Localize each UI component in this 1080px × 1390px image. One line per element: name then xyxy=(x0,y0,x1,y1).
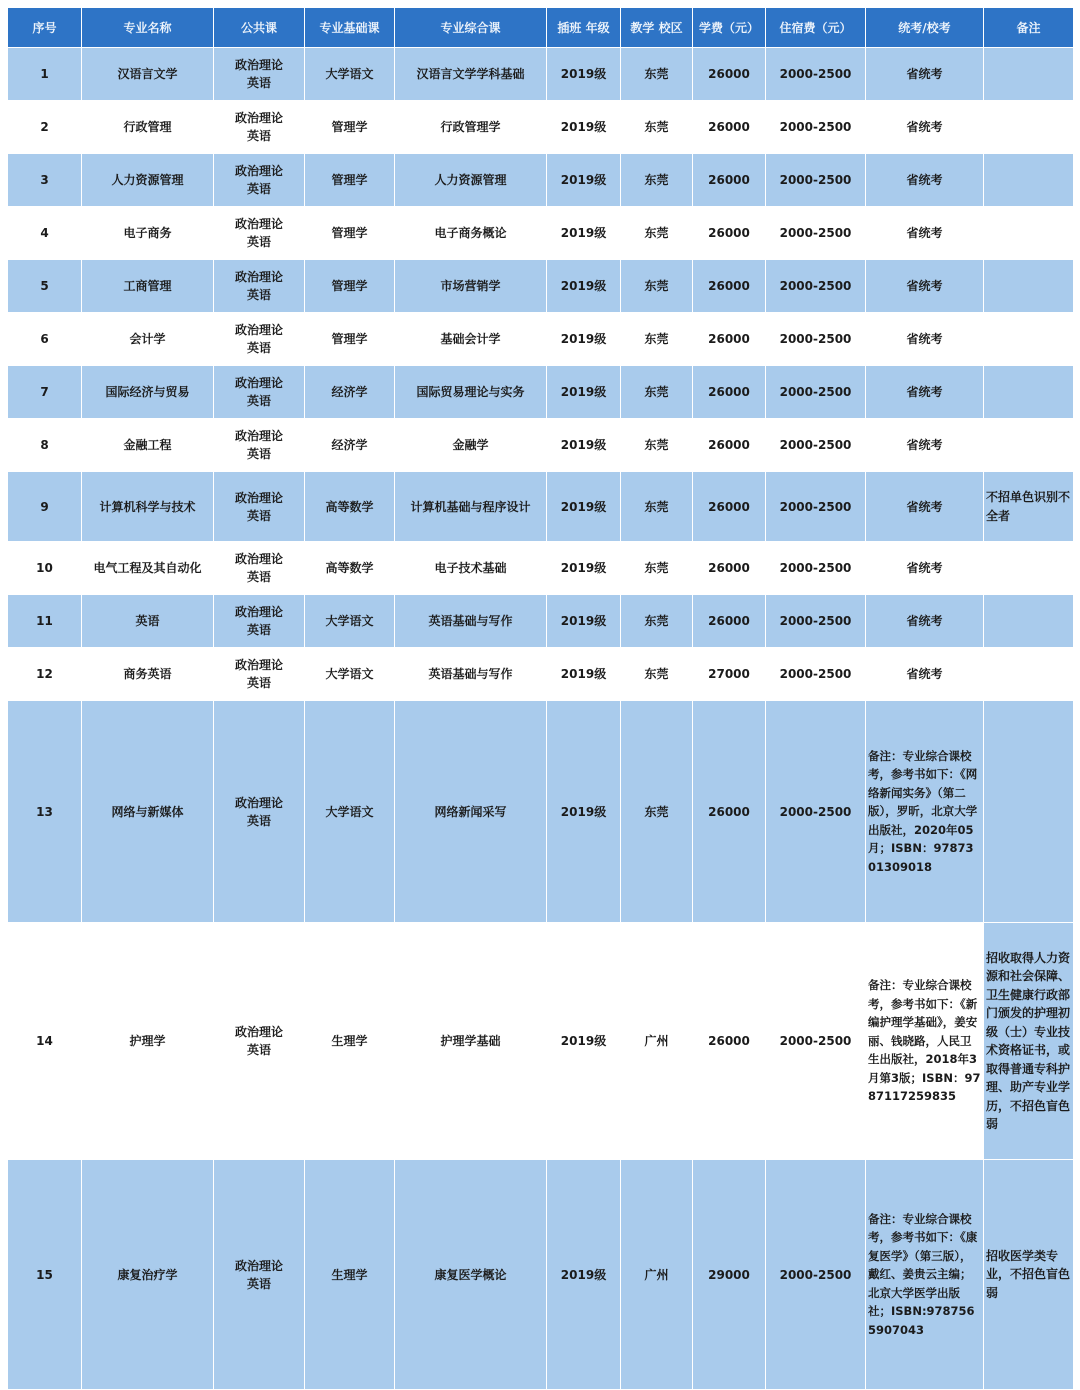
public-course-cell xyxy=(214,366,305,419)
public-course-politics: 政治理论 xyxy=(234,658,283,672)
comprehensive-course-cell: 电子商务概论 xyxy=(395,207,547,260)
public-course-english: 英语 xyxy=(246,288,271,302)
remark-cell: 招收医学类专业，不招色盲色弱 xyxy=(984,1160,1074,1390)
grade-cell: 2019级 xyxy=(547,419,621,472)
public-course-english: 英语 xyxy=(246,623,271,637)
exam-type-cell: 省统考 xyxy=(866,648,984,701)
housing-fee-cell: 2000-2500 xyxy=(766,923,866,1160)
row-number-cell: 12 xyxy=(8,648,82,701)
public-course-politics: 政治理论 xyxy=(234,376,283,390)
header-tuition: 学费（元） xyxy=(693,8,766,48)
public-course-politics: 政治理论 xyxy=(234,111,283,125)
exam-type-cell: 省统考 xyxy=(866,595,984,648)
comprehensive-course-cell: 行政管理学 xyxy=(395,101,547,154)
tuition-cell: 26000 xyxy=(693,260,766,313)
campus-cell: 东莞 xyxy=(621,648,693,701)
remark-cell xyxy=(984,260,1074,313)
housing-fee-cell: 2000-2500 xyxy=(766,648,866,701)
tuition-cell: 26000 xyxy=(693,313,766,366)
public-course-cell xyxy=(214,923,305,1160)
comprehensive-course-cell: 电子技术基础 xyxy=(395,542,547,595)
housing-fee-cell: 2000-2500 xyxy=(766,260,866,313)
table-row xyxy=(8,419,1074,472)
public-course-politics: 政治理论 xyxy=(234,164,283,178)
table-row xyxy=(8,48,1074,101)
basic-course-cell: 大学语文 xyxy=(305,595,395,648)
public-course-politics: 政治理论 xyxy=(234,552,283,566)
public-course-english: 英语 xyxy=(246,676,271,690)
basic-course-cell: 管理学 xyxy=(305,260,395,313)
admission-table-container xyxy=(7,7,1073,1390)
tuition-cell: 26000 xyxy=(693,701,766,923)
table-body xyxy=(8,48,1074,1390)
exam-type-cell: 省统考 xyxy=(866,101,984,154)
public-course-cell xyxy=(214,48,305,101)
table-row xyxy=(8,1160,1074,1390)
header-note: 备注 xyxy=(984,8,1074,48)
tuition-cell: 29000 xyxy=(693,1160,766,1390)
campus-cell: 东莞 xyxy=(621,48,693,101)
header-comprehensive: 专业综合课 xyxy=(395,8,547,48)
housing-fee-cell: 2000-2500 xyxy=(766,1160,866,1390)
major-name-cell: 电子商务 xyxy=(82,207,214,260)
remark-cell: 不招单色识别不全者 xyxy=(984,472,1074,542)
campus-cell: 东莞 xyxy=(621,101,693,154)
tuition-cell: 26000 xyxy=(693,48,766,101)
campus-cell: 东莞 xyxy=(621,542,693,595)
tuition-cell: 26000 xyxy=(693,366,766,419)
public-course-cell xyxy=(214,701,305,923)
header-public: 公共课 xyxy=(214,8,305,48)
comprehensive-course-cell: 英语基础与写作 xyxy=(395,595,547,648)
public-course-politics: 政治理论 xyxy=(234,795,283,810)
grade-cell: 2019级 xyxy=(547,701,621,923)
admission-table xyxy=(7,7,1074,1390)
exam-type-cell: 省统考 xyxy=(866,472,984,542)
grade-cell: 2019级 xyxy=(547,923,621,1160)
basic-course-cell: 高等数学 xyxy=(305,472,395,542)
tuition-cell: 26000 xyxy=(693,154,766,207)
public-course-politics: 政治理论 xyxy=(234,323,283,337)
campus-cell: 东莞 xyxy=(621,366,693,419)
exam-type-cell: 省统考 xyxy=(866,313,984,366)
public-course-politics: 政治理论 xyxy=(234,217,283,231)
table-row xyxy=(8,595,1074,648)
table-row xyxy=(8,472,1074,542)
public-course-cell xyxy=(214,419,305,472)
exam-type-cell: 省统考 xyxy=(866,207,984,260)
major-name-cell: 工商管理 xyxy=(82,260,214,313)
comprehensive-course-cell: 康复医学概论 xyxy=(395,1160,547,1390)
public-course-english: 英语 xyxy=(246,182,271,196)
major-name-cell: 电气工程及其自动化 xyxy=(82,542,214,595)
public-course-english: 英语 xyxy=(246,235,271,249)
remark-cell xyxy=(984,101,1074,154)
exam-type-cell: 省统考 xyxy=(866,154,984,207)
public-course-english: 英语 xyxy=(246,570,271,584)
basic-course-cell: 大学语文 xyxy=(305,648,395,701)
remark-cell xyxy=(984,542,1074,595)
basic-course-cell: 生理学 xyxy=(305,923,395,1160)
table-header-row xyxy=(8,8,1074,48)
tuition-cell: 27000 xyxy=(693,648,766,701)
remark-cell xyxy=(984,701,1074,923)
public-course-cell xyxy=(214,207,305,260)
public-course-cell xyxy=(214,542,305,595)
comprehensive-course-cell: 护理学基础 xyxy=(395,923,547,1160)
public-course-politics: 政治理论 xyxy=(234,1258,283,1273)
major-name-cell: 汉语言文学 xyxy=(82,48,214,101)
major-name-cell: 护理学 xyxy=(82,923,214,1160)
campus-cell: 东莞 xyxy=(621,260,693,313)
grade-cell: 2019级 xyxy=(547,595,621,648)
major-name-cell: 国际经济与贸易 xyxy=(82,366,214,419)
grade-cell: 2019级 xyxy=(547,260,621,313)
header-exam: 统考/校考 xyxy=(866,8,984,48)
public-course-english: 英语 xyxy=(246,1276,271,1291)
grade-cell: 2019级 xyxy=(547,207,621,260)
row-number-cell: 4 xyxy=(8,207,82,260)
basic-course-cell: 经济学 xyxy=(305,419,395,472)
public-course-cell xyxy=(214,313,305,366)
row-number-cell: 7 xyxy=(8,366,82,419)
remark-cell xyxy=(984,207,1074,260)
housing-fee-cell: 2000-2500 xyxy=(766,366,866,419)
remark-cell xyxy=(984,154,1074,207)
remark-cell: 招收取得人力资源和社会保障、卫生健康行政部门颁发的护理初级（士）专业技术资格证书，或取得普通专科护理、助产专业学历，不招色盲色弱 xyxy=(984,923,1074,1160)
table-row xyxy=(8,154,1074,207)
remark-cell xyxy=(984,648,1074,701)
exam-type-cell: 省统考 xyxy=(866,542,984,595)
public-course-cell xyxy=(214,472,305,542)
row-number-cell: 14 xyxy=(8,923,82,1160)
basic-course-cell: 管理学 xyxy=(305,154,395,207)
public-course-cell xyxy=(214,648,305,701)
campus-cell: 东莞 xyxy=(621,207,693,260)
header-no: 序号 xyxy=(8,8,82,48)
row-number-cell: 6 xyxy=(8,313,82,366)
table-row xyxy=(8,207,1074,260)
comprehensive-course-cell: 汉语言文学学科基础 xyxy=(395,48,547,101)
basic-course-cell: 大学语文 xyxy=(305,48,395,101)
housing-fee-cell: 2000-2500 xyxy=(766,595,866,648)
housing-fee-cell: 2000-2500 xyxy=(766,701,866,923)
public-course-cell xyxy=(214,154,305,207)
comprehensive-course-cell: 市场营销学 xyxy=(395,260,547,313)
tuition-cell: 26000 xyxy=(693,542,766,595)
grade-cell: 2019级 xyxy=(547,154,621,207)
grade-cell: 2019级 xyxy=(547,366,621,419)
tuition-cell: 26000 xyxy=(693,101,766,154)
remark-cell xyxy=(984,313,1074,366)
major-name-cell: 行政管理 xyxy=(82,101,214,154)
campus-cell: 广州 xyxy=(621,923,693,1160)
major-name-cell: 商务英语 xyxy=(82,648,214,701)
header-basic: 专业基础课 xyxy=(305,8,395,48)
campus-cell: 东莞 xyxy=(621,701,693,923)
exam-type-cell: 备注：专业综合课校考，参考书如下：《康复医学》（第三版），戴红、姜贵云主编；北京大学医学出版社；ISBN:9787565907043 xyxy=(866,1160,984,1390)
major-name-cell: 英语 xyxy=(82,595,214,648)
campus-cell: 东莞 xyxy=(621,419,693,472)
grade-cell: 2019级 xyxy=(547,48,621,101)
row-number-cell: 8 xyxy=(8,419,82,472)
public-course-english: 英语 xyxy=(246,394,271,408)
campus-cell: 东莞 xyxy=(621,154,693,207)
housing-fee-cell: 2000-2500 xyxy=(766,154,866,207)
public-course-english: 英语 xyxy=(246,447,271,461)
comprehensive-course-cell: 国际贸易理论与实务 xyxy=(395,366,547,419)
table-row xyxy=(8,923,1074,1160)
basic-course-cell: 管理学 xyxy=(305,313,395,366)
basic-course-cell: 管理学 xyxy=(305,207,395,260)
header-campus: 教学 校区 xyxy=(621,8,693,48)
table-row xyxy=(8,366,1074,419)
comprehensive-course-cell: 计算机基础与程序设计 xyxy=(395,472,547,542)
header-housing: 住宿费（元） xyxy=(766,8,866,48)
major-name-cell: 计算机科学与技术 xyxy=(82,472,214,542)
grade-cell: 2019级 xyxy=(547,313,621,366)
comprehensive-course-cell: 基础会计学 xyxy=(395,313,547,366)
basic-course-cell: 经济学 xyxy=(305,366,395,419)
public-course-english: 英语 xyxy=(246,129,271,143)
table-row xyxy=(8,542,1074,595)
basic-course-cell: 高等数学 xyxy=(305,542,395,595)
public-course-cell xyxy=(214,595,305,648)
row-number-cell: 3 xyxy=(8,154,82,207)
housing-fee-cell: 2000-2500 xyxy=(766,472,866,542)
campus-cell: 广州 xyxy=(621,1160,693,1390)
table-row xyxy=(8,101,1074,154)
basic-course-cell: 生理学 xyxy=(305,1160,395,1390)
public-course-english: 英语 xyxy=(246,1043,271,1057)
public-course-cell xyxy=(214,101,305,154)
tuition-cell: 26000 xyxy=(693,472,766,542)
exam-type-cell: 省统考 xyxy=(866,260,984,313)
housing-fee-cell: 2000-2500 xyxy=(766,419,866,472)
public-course-english: 英语 xyxy=(246,508,271,523)
housing-fee-cell: 2000-2500 xyxy=(766,542,866,595)
public-course-politics: 政治理论 xyxy=(234,490,283,505)
public-course-cell xyxy=(214,1160,305,1390)
major-name-cell: 人力资源管理 xyxy=(82,154,214,207)
row-number-cell: 11 xyxy=(8,595,82,648)
table-row xyxy=(8,260,1074,313)
row-number-cell: 2 xyxy=(8,101,82,154)
remark-cell xyxy=(984,419,1074,472)
public-course-english: 英语 xyxy=(246,76,271,90)
comprehensive-course-cell: 金融学 xyxy=(395,419,547,472)
housing-fee-cell: 2000-2500 xyxy=(766,48,866,101)
basic-course-cell: 大学语文 xyxy=(305,701,395,923)
remark-cell xyxy=(984,48,1074,101)
table-row xyxy=(8,648,1074,701)
exam-type-cell: 省统考 xyxy=(866,48,984,101)
remark-cell xyxy=(984,366,1074,419)
remark-cell xyxy=(984,595,1074,648)
public-course-cell xyxy=(214,260,305,313)
comprehensive-course-cell: 英语基础与写作 xyxy=(395,648,547,701)
major-name-cell: 金融工程 xyxy=(82,419,214,472)
header-grade: 插班 年级 xyxy=(547,8,621,48)
exam-type-cell: 备注：专业综合课校考，参考书如下：《网络新闻实务》（第二版），罗昕，北京大学出版社，2020年05月；ISBN：9787301309018 xyxy=(866,701,984,923)
header-major: 专业名称 xyxy=(82,8,214,48)
comprehensive-course-cell: 人力资源管理 xyxy=(395,154,547,207)
public-course-politics: 政治理论 xyxy=(234,270,283,284)
row-number-cell: 1 xyxy=(8,48,82,101)
major-name-cell: 康复治疗学 xyxy=(82,1160,214,1390)
row-number-cell: 9 xyxy=(8,472,82,542)
comprehensive-course-cell: 网络新闻采写 xyxy=(395,701,547,923)
tuition-cell: 26000 xyxy=(693,595,766,648)
grade-cell: 2019级 xyxy=(547,542,621,595)
basic-course-cell: 管理学 xyxy=(305,101,395,154)
public-course-english: 英语 xyxy=(246,813,271,828)
campus-cell: 东莞 xyxy=(621,472,693,542)
housing-fee-cell: 2000-2500 xyxy=(766,101,866,154)
table-row xyxy=(8,701,1074,923)
public-course-politics: 政治理论 xyxy=(234,429,283,443)
row-number-cell: 15 xyxy=(8,1160,82,1390)
row-number-cell: 13 xyxy=(8,701,82,923)
row-number-cell: 10 xyxy=(8,542,82,595)
major-name-cell: 网络与新媒体 xyxy=(82,701,214,923)
exam-type-cell: 省统考 xyxy=(866,419,984,472)
exam-type-cell: 备注：专业综合课校考，参考书如下：《新编护理学基础》，姜安丽、钱晓路，人民卫生出版社，2018年3月第3版；ISBN：9787117259835 xyxy=(866,923,984,1160)
major-name-cell: 会计学 xyxy=(82,313,214,366)
grade-cell: 2019级 xyxy=(547,648,621,701)
exam-type-cell: 省统考 xyxy=(866,366,984,419)
housing-fee-cell: 2000-2500 xyxy=(766,207,866,260)
grade-cell: 2019级 xyxy=(547,1160,621,1390)
grade-cell: 2019级 xyxy=(547,472,621,542)
public-course-politics: 政治理论 xyxy=(234,1025,283,1039)
housing-fee-cell: 2000-2500 xyxy=(766,313,866,366)
row-number-cell: 5 xyxy=(8,260,82,313)
tuition-cell: 26000 xyxy=(693,419,766,472)
public-course-politics: 政治理论 xyxy=(234,605,283,619)
grade-cell: 2019级 xyxy=(547,101,621,154)
table-row xyxy=(8,313,1074,366)
campus-cell: 东莞 xyxy=(621,313,693,366)
public-course-politics: 政治理论 xyxy=(234,58,283,72)
tuition-cell: 26000 xyxy=(693,207,766,260)
public-course-english: 英语 xyxy=(246,341,271,355)
tuition-cell: 26000 xyxy=(693,923,766,1160)
campus-cell: 东莞 xyxy=(621,595,693,648)
